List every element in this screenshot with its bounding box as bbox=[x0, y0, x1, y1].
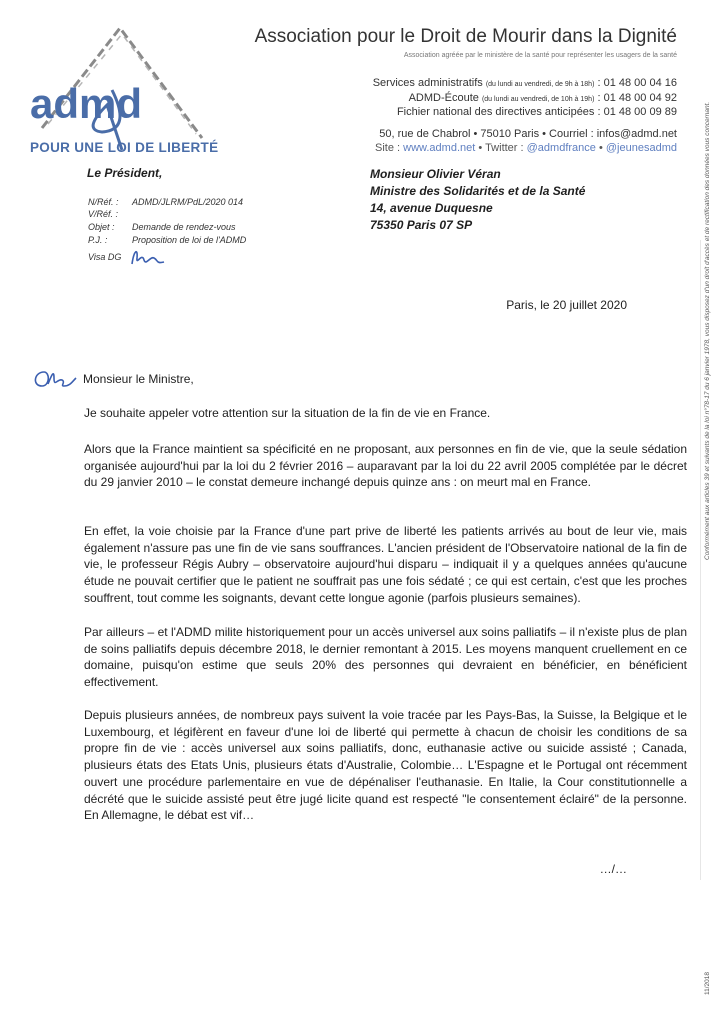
org-subtitle: Association agréée par le ministère de la santé pour représenter les usagers de la santé bbox=[403, 52, 677, 59]
margin-divider bbox=[700, 240, 701, 880]
recipient-title: Ministre des Solidarités et de la Santé bbox=[370, 184, 586, 198]
twitter-link-admdfrance[interactable]: @admdfrance bbox=[526, 142, 596, 154]
ref-value: Demande de rendez-vous bbox=[132, 222, 236, 232]
twitter-separator: • bbox=[598, 142, 603, 154]
body-paragraph: En effet, la voie choisie par la France d'une part prive de liberté les patients arrivés au bout de leur vie, mais également n'assure pas une fin de vie sans souffrances. L'ancien président de l'Observatoire national de la fin de vie, le professeur Régis Aubry – observatoire aujourd'hui disparu – indiquait il y a quelques années qu'aucune étude ne pouvait certifier que le patient ne souffrait pas une fois sédaté ; ce qui est certain, c'est que les proches souffrent, tout comme les soignants, devant cette longue agonie (parfois plusieurs semaines). bbox=[84, 524, 687, 605]
twitter-link-jeunesadmd[interactable]: @jeunesadmd bbox=[605, 142, 677, 154]
ref-value: ADMD/JLRM/PdL/2020 014 bbox=[132, 197, 244, 207]
ref-key: Visa DG bbox=[88, 252, 122, 262]
recipient-name: Monsieur Olivier Véran bbox=[370, 167, 501, 181]
ref-your-reference bbox=[88, 209, 132, 219]
body-paragraph: Par ailleurs – et l'ADMD milite historiquement pour un accès universel aux soins palliatifs – il n'existe plus de plan de soins palliatifs depuis décembre 2018, le dernier remontant à 2015. Les moyens manquent cruellement en ce domaine, puisqu'on estime que seuls 20% des personnes qui devraient en bénéficier, en bénéficient effectivement. bbox=[84, 625, 687, 690]
body-paragraph: Je souhaite appeler votre attention sur la situation de la fin de vie en France. bbox=[84, 406, 491, 420]
twitter-prefix: • Twitter : bbox=[478, 142, 524, 154]
services-label: Services administratifs bbox=[372, 77, 483, 89]
logo-wordmark: admd bbox=[30, 80, 143, 127]
logo-tagline: POUR UNE LOI DE LIBERTÉ bbox=[30, 140, 219, 155]
ecoute-hours: (du lundi au vendredi, de 10h à 19h) bbox=[481, 96, 595, 103]
recipient-street: 14, avenue Duquesne bbox=[370, 201, 493, 215]
handwritten-initial-icon bbox=[30, 368, 78, 390]
contact-address: 50, rue de Chabrol • 75010 Paris • Courriel : infos@admd.net bbox=[379, 128, 677, 140]
ref-attachment bbox=[88, 235, 246, 245]
services-phone: : 01 48 00 04 16 bbox=[597, 77, 677, 89]
ecoute-phone: : 01 48 00 04 92 bbox=[597, 92, 677, 104]
org-name: Association pour le Droit de Mourir dans la Dignité bbox=[254, 26, 677, 47]
ref-visa bbox=[88, 252, 132, 262]
web-prefix: Site : bbox=[375, 142, 401, 154]
contact-fichier: Fichier national des directives anticipées : 01 48 00 09 89 bbox=[396, 106, 677, 118]
ref-key: Objet : bbox=[88, 222, 115, 232]
ref-key: N/Réf. : bbox=[88, 197, 119, 207]
ecoute-label: ADMD-Écoute bbox=[408, 92, 479, 104]
contact-ecoute bbox=[300, 92, 677, 104]
privacy-notice: Conformément aux articles 39 et suivants de la loi n°78-17 du 6 janvier 1978, vous disposez d'un droit d'accès et de rectification des données vous concernant. bbox=[704, 101, 711, 560]
body-paragraph: Alors que la France maintient sa spécificité en ne proposant, aux personnes en fin de vie, que la seule sédation organisée aujourd'hui par la loi du 2 février 2016 – auparavant par la loi du 22 avril 2005 complétée par le décret du 29 janvier 2010 – le constat demeure inchangé depuis quinze ans : on meurt mal en France. bbox=[84, 442, 687, 490]
salutation: Monsieur le Ministre, bbox=[83, 372, 194, 386]
ref-our-reference bbox=[88, 197, 243, 207]
visa-signature-icon bbox=[128, 246, 168, 268]
ref-key: V/Réf. : bbox=[88, 209, 119, 219]
letter-date: Paris, le 20 juillet 2020 bbox=[506, 298, 627, 312]
website-link[interactable]: www.admd.net bbox=[403, 142, 476, 154]
ref-key: P.J. : bbox=[88, 235, 108, 245]
contact-web bbox=[300, 142, 677, 154]
services-hours: (du lundi au vendredi, de 9h à 18h) bbox=[485, 81, 595, 88]
body-paragraph: Depuis plusieurs années, de nombreux pays suivent la voie tracée par les Pays-Bas, la Suisse, la Belgique et le Luxembourg, et légifèrent en faveur d'une loi de liberté qui permette à chacun de choisir les conditions de sa propre fin de vie : accès universel aux soins palliatifs, donc, euthanasie active ou suicide assisté ; Canada, plusieurs états des Etats Unis, plusieurs états d'Australie, Colombie… L'Espagne et le Portugal ont récemment ouvert une procédure parlementaire en vue de dépénaliser l'euthanasie. En Italie, la Cour constitutionnelle a décrété que le suicide assisté peut être jugé licite quand est respecté "le consentement éclairé" de la personne. En Allemagne, le débat est vif… bbox=[84, 708, 687, 823]
contact-services bbox=[300, 77, 677, 89]
recipient-city: 75350 Paris 07 SP bbox=[370, 218, 473, 232]
ref-subject bbox=[88, 222, 236, 232]
sender-title: Le Président, bbox=[87, 166, 163, 180]
continuation-mark: …/… bbox=[599, 862, 627, 876]
form-date: 11/2018 bbox=[704, 971, 711, 995]
ref-value: Proposition de loi de l'ADMD bbox=[132, 235, 247, 245]
